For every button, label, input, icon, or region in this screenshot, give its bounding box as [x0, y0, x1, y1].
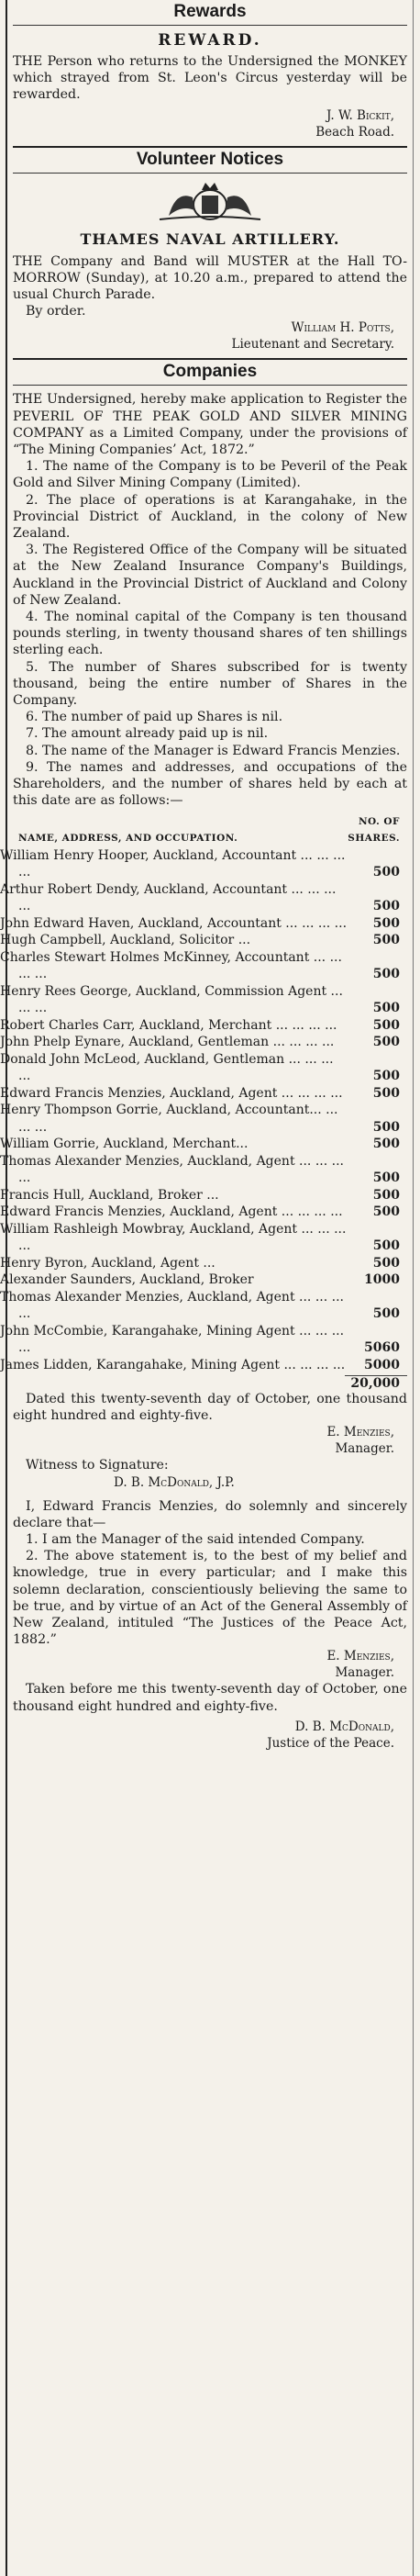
- shareholder-name: Francis Hull, Auckland, Broker ...: [0, 1187, 219, 1203]
- shareholder-row: [13, 1187, 407, 1204]
- royal-crest-icon: [141, 177, 279, 223]
- shareholder-name: Robert Charles Carr, Auckland, Merchant ... ... ... ...: [0, 1017, 337, 1033]
- shareholder-name: John McCombie, Karangahake, Mining Agent ... ... ... ...: [0, 1323, 345, 1355]
- shareholder-row: [13, 1204, 407, 1221]
- reward-body: THE Person who returns to the Undersigned the MONKEY which strayed from St. Leon's Circus yesterday will be rewarded.: [13, 54, 407, 103]
- reward-title: REWARD.: [158, 31, 262, 50]
- shareholder-shares: 500: [372, 1085, 400, 1101]
- shareholder-name: James Lidden, Karangahake, Mining Agent ... ... ... ...: [0, 1357, 346, 1372]
- reward-signature-name: J. W. Bickit,: [326, 107, 394, 123]
- column-rule-right: [413, 0, 414, 2576]
- company-item: 9. The names and addresses, and occupations of the Shareholders, and the number of shares held by each at this date are as follows:—: [13, 759, 407, 809]
- table-header-shares: NO. OF SHARES.: [348, 815, 400, 844]
- shareholder-row: [13, 1051, 407, 1085]
- declaration-signature: E. Menzies,: [326, 1649, 394, 1664]
- section-heading-companies: Companies: [13, 358, 407, 386]
- shareholder-shares: 500: [372, 1119, 400, 1135]
- shareholder-row: [13, 1357, 407, 1374]
- shareholder-row: [13, 1034, 407, 1051]
- volunteer-title: THAMES NAVAL ARTILLERY.: [80, 230, 340, 248]
- jp-signature: D. B. McDonald,: [294, 1719, 394, 1734]
- shareholder-name: Thomas Alexander Menzies, Auckland, Agent ... ... ... ...: [0, 1289, 344, 1321]
- company-item: 5. The number of Shares subscribed for is twenty thousand, being the entire number of Shares in the Company.: [13, 659, 407, 709]
- shareholder-row: [13, 1085, 407, 1103]
- shareholder-name: Henry Byron, Auckland, Agent ...: [0, 1255, 216, 1271]
- shareholder-name: Arthur Robert Dendy, Auckland, Accountant ... ... ... ...: [0, 881, 337, 913]
- shareholder-row: [13, 1017, 407, 1035]
- shareholder-name: Henry Thompson Gorrie, Auckland, Accountant... ... ... ...: [0, 1103, 338, 1135]
- company-item: 1. The name of the Company is to be Peveril of the Peak Gold and Silver Mining Company (Limited).: [13, 459, 407, 491]
- shareholder-shares: 500: [372, 1204, 400, 1219]
- shareholder-name: Thomas Alexander Menzies, Auckland, Agent ... ... ... ...: [0, 1153, 344, 1185]
- shareholder-name: Edward Francis Menzies, Auckland, Agent ... ... ... ...: [0, 1085, 343, 1101]
- shares-total: 20,000: [345, 1375, 407, 1391]
- shareholder-row: [13, 983, 407, 1017]
- volunteer-signature-name: William H. Potts,: [291, 320, 394, 336]
- shareholder-shares: 500: [372, 1255, 400, 1271]
- shareholder-row: [13, 881, 407, 915]
- shareholder-row: [13, 932, 407, 949]
- shareholder-shares: 500: [372, 933, 400, 947]
- table-header-name: NAME, ADDRESS, AND OCCUPATION.: [18, 833, 238, 844]
- shareholder-table: [0, 813, 407, 1374]
- section-heading-volunteer: Volunteer Notices: [13, 146, 407, 174]
- declaration-item-1: 1. I am the Manager of the said intended Company.: [26, 1532, 365, 1548]
- shareholder-name: Charles Stewart Holmes McKinney, Accountant ... ... ... ...: [0, 949, 342, 981]
- shareholder-shares: 1000: [364, 1272, 400, 1287]
- shareholder-row: [13, 1221, 407, 1255]
- shareholder-shares: 500: [372, 899, 400, 913]
- shareholder-shares: 500: [372, 865, 400, 879]
- shareholder-shares: 500: [372, 1137, 400, 1151]
- company-item: 2. The place of operations is at Karangahake, in the Provincial District of Auckland, in the colony of New Zealand.: [13, 492, 407, 542]
- reward-signature-address: Beach Road.: [315, 124, 394, 140]
- company-item: 8. The name of the Manager is Edward Francis Menzies.: [26, 743, 401, 758]
- shareholder-row: [13, 915, 407, 933]
- shareholder-name: Hugh Campbell, Auckland, Solicitor ...: [0, 933, 251, 947]
- shareholder-row: [13, 1271, 407, 1289]
- companies-items: [13, 458, 407, 809]
- shareholder-shares: 5060: [364, 1340, 400, 1355]
- shareholder-shares: 500: [372, 1069, 400, 1083]
- shareholder-row: [13, 949, 407, 983]
- shareholder-shares: 500: [372, 1238, 400, 1253]
- company-item: 6. The number of paid up Shares is nil.: [26, 710, 283, 725]
- shareholder-name: Henry Rees George, Auckland, Commission Agent ... ... ...: [0, 983, 343, 1015]
- shareholder-row: [13, 1255, 407, 1272]
- company-item: 3. The Registered Office of the Company will be situated at the New Zealand Insurance Company's Buildings, Auckland in the Provincial District of Auckland and Colony of New Zealand.: [13, 543, 407, 608]
- shareholder-shares: 500: [372, 1035, 400, 1049]
- companies-intro: THE Undersigned, hereby make application to Register the PEVERIL OF THE PEAK GOLD AND SILVER MINING COMPANY as a Limited Company, under the provisions of “The Mining Companies’ Act, 1872.”: [13, 392, 407, 458]
- company-item: 4. The nominal capital of the Company is ten thousand pounds sterling, in twenty thousand shares of ten shillings sterling each.: [13, 610, 407, 658]
- declaration-intro: I, Edward Francis Menzies, do solemnly and sincerely declare that—: [13, 1498, 407, 1530]
- shareholder-shares: 500: [372, 1187, 400, 1203]
- declaration-item-2: 2. The above statement is, to the best of my belief and knowledge, true in every particular; and I make this solemn declaration, conscientiously believing the same to be true, and by virtue of an Act of the General Assembly of New Zealand, intituled “The Justices of the Peace Act, 1882.”: [13, 1549, 407, 1648]
- section-heading-rewards: Rewards: [13, 0, 407, 26]
- shareholder-row: [13, 1323, 407, 1357]
- declaration-signature-title: Manager.: [335, 1665, 394, 1681]
- shareholder-name: William Gorrie, Auckland, Merchant...: [0, 1137, 249, 1151]
- taken-before-line: Taken before me this twenty-seventh day of October, one thousand eight hundred and eighty-five.: [13, 1682, 407, 1714]
- shareholder-shares: 500: [372, 1017, 400, 1033]
- shareholder-name: William Rashleigh Mowbray, Auckland, Agent ... ... ... ...: [0, 1221, 347, 1253]
- shareholder-shares: 500: [372, 915, 400, 931]
- volunteer-by-order: By order.: [26, 304, 86, 319]
- shareholder-row: [13, 847, 407, 881]
- shareholder-shares: 5000: [364, 1357, 400, 1372]
- volunteer-signature-title: Lieutenant and Secretary.: [231, 337, 394, 353]
- shareholder-shares: 500: [372, 1001, 400, 1015]
- shareholder-row: [13, 1136, 407, 1153]
- witness-name: D. B. McDonald, J.P.: [114, 1474, 235, 1490]
- shareholder-shares: 500: [372, 1306, 400, 1321]
- dated-line: Dated this twenty-seventh day of October, one thousand eight hundred and eighty-five.: [13, 1392, 407, 1424]
- shareholder-shares: 500: [372, 1170, 400, 1185]
- shareholder-shares: 500: [372, 967, 400, 981]
- jp-title: Justice of the Peace.: [267, 1735, 394, 1751]
- shareholder-row: [13, 1102, 407, 1136]
- shareholder-name: John Edward Haven, Auckland, Accountant ... ... ... ...: [0, 915, 348, 931]
- company-item: 7. The amount already paid up is nil.: [26, 726, 269, 742]
- shareholder-name: Edward Francis Menzies, Auckland, Agent ... ... ... ...: [0, 1204, 343, 1219]
- witness-label: Witness to Signature:: [26, 1458, 169, 1473]
- shareholder-name: John Phelp Eynare, Auckland, Gentleman ... ... ... ...: [0, 1035, 335, 1049]
- shareholder-row: [13, 1153, 407, 1187]
- shareholder-name: Alexander Saunders, Auckland, Broker: [0, 1272, 254, 1287]
- volunteer-body: THE Company and Band will MUSTER at the Hall TO-MORROW (Sunday), at 10.20 a.m., prepared to attend the usual Church Parade.: [13, 253, 407, 303]
- shareholder-name: William Henry Hooper, Auckland, Accountant ... ... ... ...: [0, 847, 346, 879]
- manager-signature: E. Menzies,: [326, 1425, 394, 1440]
- shareholder-name: Donald John McLeod, Auckland, Gentleman ... ... ... ...: [0, 1051, 334, 1083]
- shareholder-row: [13, 1289, 407, 1323]
- manager-title: Manager.: [335, 1441, 394, 1457]
